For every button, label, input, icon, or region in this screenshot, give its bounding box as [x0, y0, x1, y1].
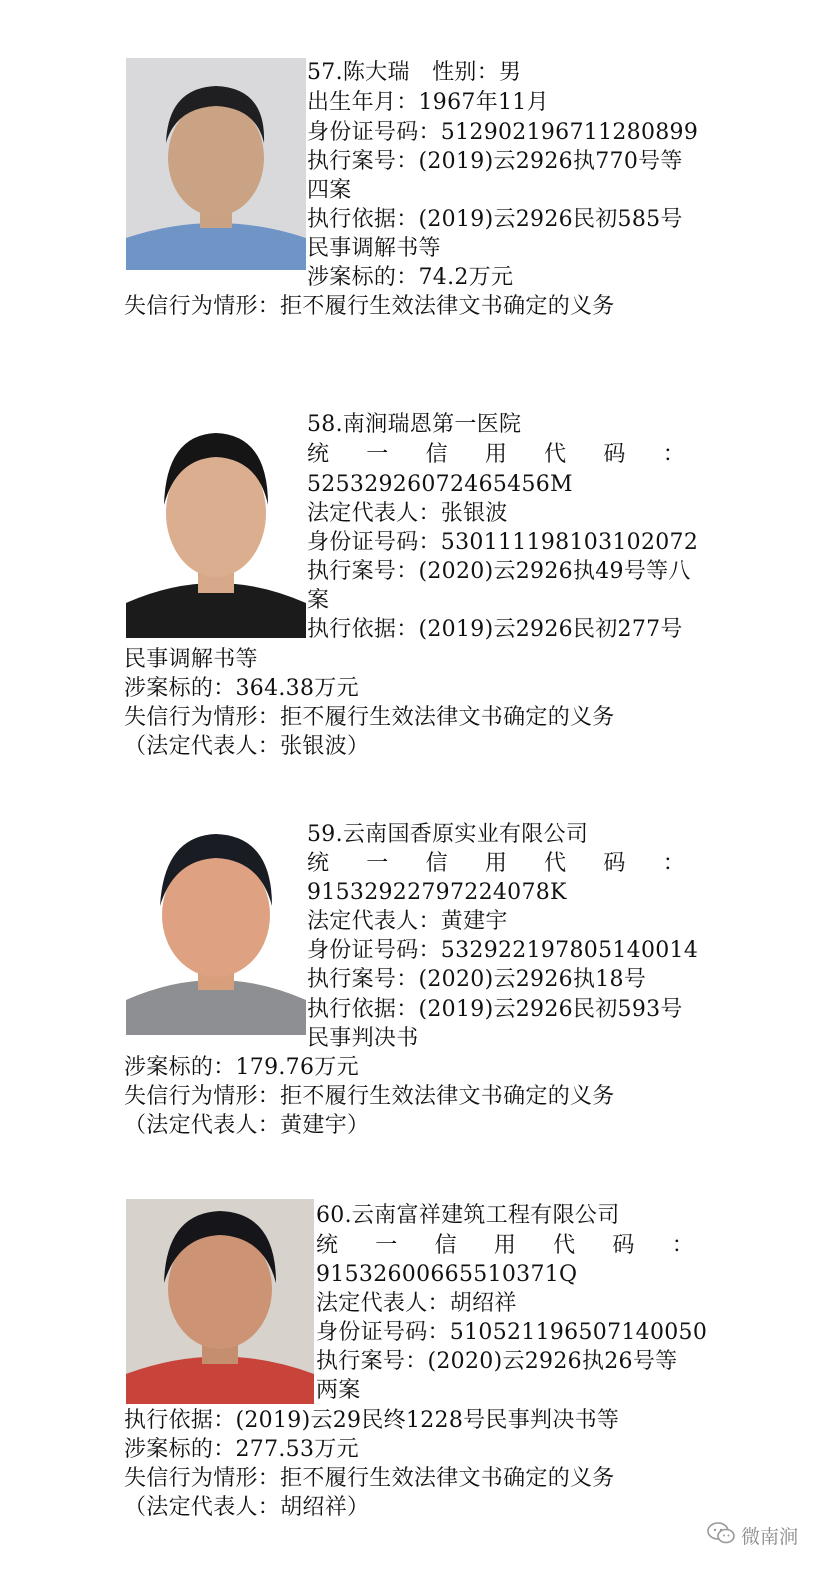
entry-60-line-1: 60.云南富祥建筑工程有限公司 — [316, 1203, 620, 1228]
entry-59-line-6: 执行案号：(2020)云2926执18号 — [307, 967, 647, 992]
credit-code-char: 用 — [484, 851, 508, 876]
entry-57-line-4: 执行案号：(2019)云2926执770号等 — [307, 149, 683, 174]
entry-58-line-4: 法定代表人：张银波 — [307, 501, 508, 526]
entry-57-line-9: 失信行为情形：拒不履行生效法律文书确定的义务 — [124, 294, 615, 319]
credit-code-char: ： — [662, 442, 685, 467]
portrait-photo — [126, 820, 306, 1035]
entry-58-line-5: 身份证号码：530111198103102072 — [307, 530, 699, 555]
entry-59-line-11: （法定代表人：黄建宇） — [124, 1113, 370, 1138]
entry-58-line-10: 涉案标的：364.38万元 — [124, 676, 359, 701]
credit-code-char: 代 — [544, 851, 567, 876]
entry-57-line-3: 身份证号码：512902196711280899 — [307, 120, 699, 145]
entry-59-line-8: 民事判决书 — [307, 1026, 419, 1051]
credit-code-char: 一 — [366, 851, 389, 876]
entry-60-line-8: 执行依据：(2019)云29民终1228号民事判决书等 — [124, 1408, 620, 1433]
entry-58-line-1: 58.南涧瑞恩第一医院 — [307, 412, 522, 437]
credit-code-char: 用 — [493, 1233, 517, 1258]
watermark-text: 微南涧 — [740, 1526, 798, 1548]
entry-58-line-3: 52532926072465456M — [307, 472, 573, 497]
credit-code-char: 一 — [375, 1233, 398, 1258]
entry-59-line-3: 91532922797224078K — [307, 880, 567, 905]
entry-57-line-5: 四案 — [307, 178, 352, 203]
entry-60-line-3: 91532600665510371Q — [316, 1262, 578, 1287]
entry-60-line-7: 两案 — [316, 1378, 361, 1403]
credit-code-char: 代 — [544, 442, 567, 467]
entry-57-line-7: 民事调解书等 — [307, 236, 441, 261]
entry-57-line-8: 涉案标的：74.2万元 — [307, 265, 514, 290]
entry-60-line-4: 法定代表人：胡绍祥 — [316, 1291, 517, 1316]
credit-code-char: 信 — [425, 442, 448, 467]
credit-code-char: 统 — [307, 442, 330, 467]
watermark — [707, 1522, 798, 1549]
entry-59-line-2 — [307, 849, 685, 878]
credit-code-char: 统 — [307, 851, 330, 876]
portrait-photo — [126, 413, 306, 638]
entry-58-line-11: 失信行为情形：拒不履行生效法律文书确定的义务 — [124, 705, 615, 730]
credit-code-char: 码 — [612, 1233, 635, 1258]
credit-code-char: 信 — [434, 1233, 457, 1258]
entry-59-line-7: 执行依据：(2019)云2926民初593号 — [307, 997, 683, 1022]
credit-code-char: ： — [671, 1233, 694, 1258]
portrait-photo — [126, 1199, 314, 1404]
entry-57-line-1: 57.陈大瑞 性别：男 — [307, 60, 522, 85]
entry-60-line-10: 失信行为情形：拒不履行生效法律文书确定的义务 — [124, 1466, 615, 1491]
portrait-photo — [126, 58, 306, 270]
entry-59-line-5: 身份证号码：532922197805140014 — [307, 938, 699, 963]
credit-code-char: 码 — [603, 442, 626, 467]
entry-58-line-2 — [307, 440, 685, 469]
credit-code-char: 代 — [553, 1233, 576, 1258]
entry-60-line-9: 涉案标的：277.53万元 — [124, 1437, 359, 1462]
credit-code-char: 信 — [425, 851, 448, 876]
credit-code-char: 一 — [366, 442, 389, 467]
entry-58-line-8: 执行依据：(2019)云2926民初277号 — [307, 617, 683, 642]
entry-60-line-6: 执行案号：(2020)云2926执26号等 — [316, 1349, 678, 1374]
entry-58-line-6: 执行案号：(2020)云2926执49号等八 — [307, 559, 691, 584]
credit-code-char: 用 — [484, 442, 508, 467]
entry-57-line-6: 执行依据：(2019)云2926民初585号 — [307, 207, 683, 232]
entry-58-line-7: 案 — [307, 588, 330, 613]
credit-code-char: 统 — [316, 1233, 339, 1258]
entry-60-line-2 — [316, 1231, 694, 1260]
wechat-icon — [707, 1522, 735, 1549]
entry-60-line-5: 身份证号码：510521196507140050 — [316, 1320, 708, 1345]
entry-59-line-10: 失信行为情形：拒不履行生效法律文书确定的义务 — [124, 1084, 615, 1109]
entry-59-line-9: 涉案标的：179.76万元 — [124, 1055, 359, 1080]
credit-code-char: ： — [662, 851, 685, 876]
entry-58-line-9: 民事调解书等 — [124, 647, 258, 672]
entry-59-line-4: 法定代表人：黄建宇 — [307, 909, 508, 934]
credit-code-char: 码 — [603, 851, 626, 876]
entry-58-line-12: （法定代表人：张银波） — [124, 734, 370, 759]
entry-57-line-2: 出生年月：1967年11月 — [307, 90, 549, 115]
entry-60-line-11: （法定代表人：胡绍祥） — [124, 1495, 370, 1520]
entry-59-line-1: 59.云南国香原实业有限公司 — [307, 822, 589, 847]
